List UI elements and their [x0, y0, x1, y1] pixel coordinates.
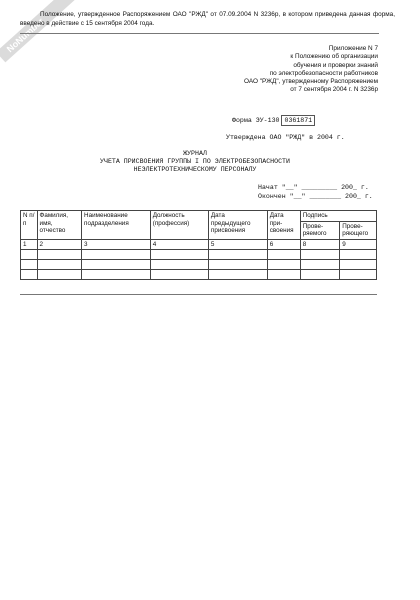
- column-number: 6: [267, 239, 300, 250]
- table-row: [21, 250, 377, 260]
- table-cell: [150, 250, 208, 260]
- table-cell: [150, 260, 208, 270]
- table-header-row: [21, 211, 377, 222]
- table-cell: [267, 260, 300, 270]
- table-cell: [37, 260, 82, 270]
- table-cell: [208, 260, 267, 270]
- header-assign-date: Дата при-своения: [267, 211, 300, 240]
- journal-title: ЖУРНАЛ: [183, 150, 207, 157]
- table-cell: [21, 270, 38, 280]
- column-number: 1: [21, 239, 38, 250]
- journal-table: [20, 210, 377, 280]
- table-row: [21, 270, 377, 280]
- column-number: 4: [150, 239, 208, 250]
- table-cell: [267, 250, 300, 260]
- journal-subtitle: НЕЭЛЕКТРОТЕХНИЧЕСКОМУ ПЕРСОНАЛУ: [133, 166, 257, 173]
- header-name: Фамилия, имя, отчество: [37, 211, 82, 240]
- appendix-block: [178, 45, 378, 95]
- header-division: Наименование подразделения: [82, 211, 151, 240]
- bottom-divider: [20, 294, 377, 295]
- table-cell: [267, 270, 300, 280]
- table-cell: [82, 270, 151, 280]
- form-label: Форма ЭУ-130: [232, 117, 280, 124]
- table-cell: [208, 250, 267, 260]
- table-cell: [150, 270, 208, 280]
- top-divider: [20, 33, 379, 34]
- table-cell: [37, 250, 82, 260]
- header-prev-date: Дата предыдущего присвоения: [208, 211, 267, 240]
- column-number: 8: [300, 239, 340, 250]
- appendix-line: от 7 сентября 2004 г. N 3236р: [290, 86, 378, 94]
- column-number: 2: [37, 239, 82, 250]
- appendix-line: обучения и проверки знаний: [293, 61, 378, 69]
- header-position: Должность (профессия): [150, 211, 208, 240]
- start-date-line: Начат "__" _________ 200_ г.: [258, 184, 369, 191]
- column-number-row: [21, 239, 377, 250]
- intro-note: Положение, утвержденное Распоряжением ОАО "РЖД" от 07.09.2004 N 3236р, в котором приведена данная форма, введено в действие с 15 сентября 2004 года.: [20, 11, 395, 27]
- table-row: [21, 260, 377, 270]
- appendix-line: Приложение N 7: [328, 45, 378, 52]
- column-number: 3: [82, 239, 151, 250]
- table-cell: [300, 270, 340, 280]
- journal-subtitle: УЧЕТА ПРИСВОЕНИЯ ГРУППЫ I ПО ЭЛЕКТРОБЕЗОПАСНОСТИ: [100, 158, 290, 165]
- column-number: 5: [208, 239, 267, 250]
- table-cell: [208, 270, 267, 280]
- header-sig-examinee: Прове-ряемого: [300, 221, 340, 239]
- end-date-line: Окончен "__" ________ 200_ г.: [258, 193, 373, 200]
- column-number: 9: [340, 239, 377, 250]
- table-cell: [37, 270, 82, 280]
- form-number: [232, 115, 315, 126]
- table-cell: [340, 250, 377, 260]
- table-cell: [340, 260, 377, 270]
- header-sig-examiner: Прове-ряющего: [340, 221, 377, 239]
- header-num: N п/п: [21, 211, 38, 240]
- header-signature: Подпись: [300, 211, 376, 222]
- appendix-line: по электробезопасности работников: [269, 69, 378, 77]
- watermark: NoNumber: [0, 0, 95, 62]
- appendix-line: к Положению об организации: [290, 53, 378, 61]
- table-cell: [300, 250, 340, 260]
- form-code-box: 0361871: [281, 115, 315, 126]
- appendix-line: ОАО "РЖД", утвержденному Распоряжением: [244, 78, 378, 86]
- table-cell: [300, 260, 340, 270]
- table-cell: [21, 250, 38, 260]
- table-cell: [82, 250, 151, 260]
- approval-line: Утверждена ОАО "РЖД" в 2004 г.: [226, 134, 345, 141]
- table-cell: [82, 260, 151, 270]
- table-cell: [340, 270, 377, 280]
- table-cell: [21, 260, 38, 270]
